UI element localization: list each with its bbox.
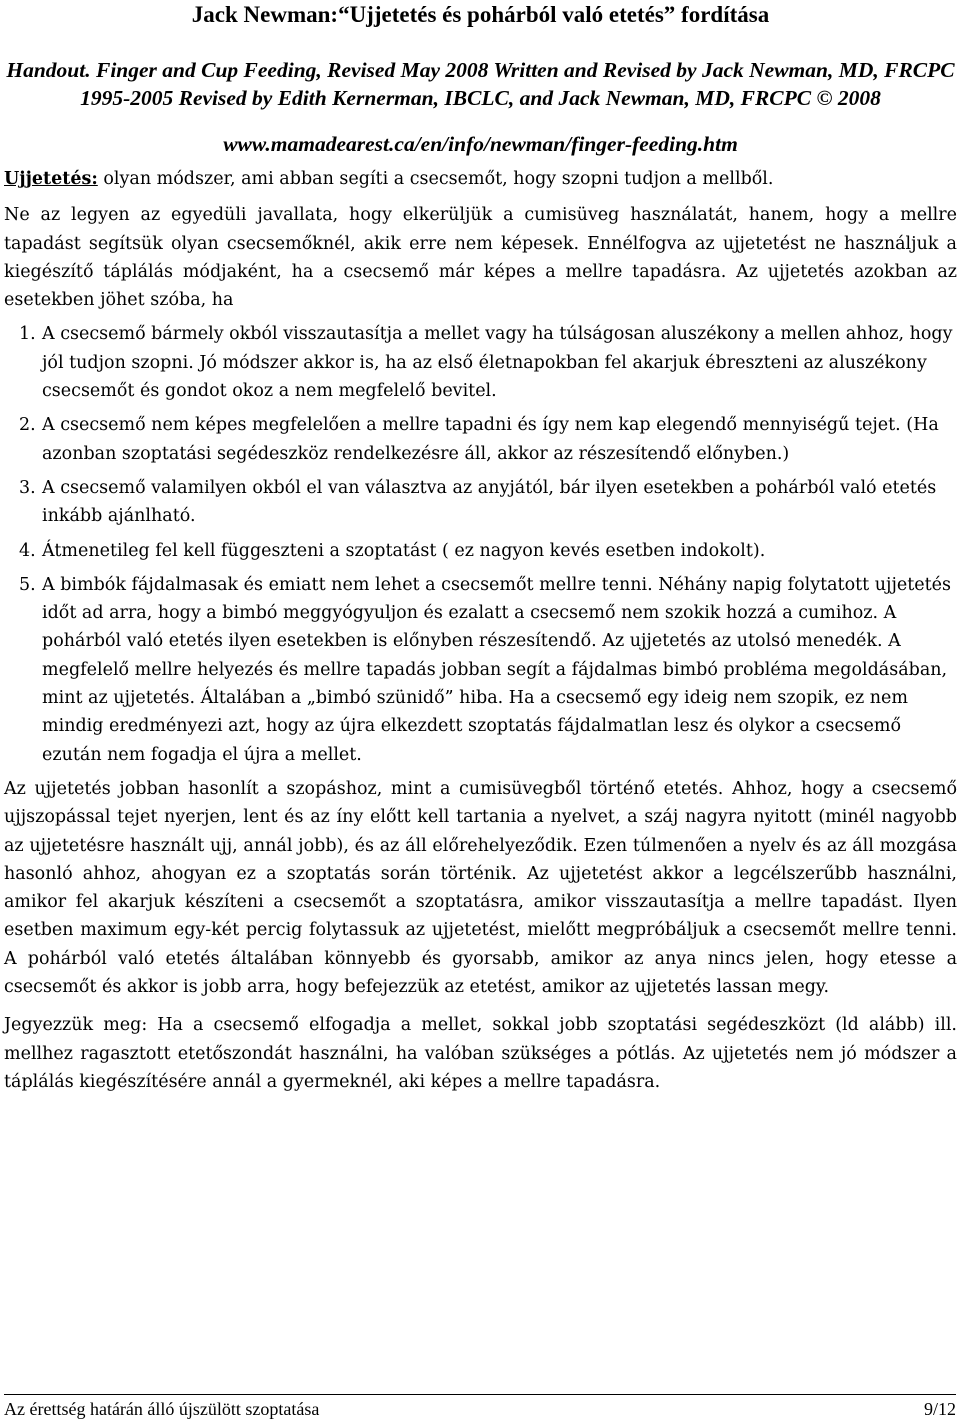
definition-text: olyan módszer, ami abban segíti a csecsemőt, hogy szopni tudjon a mellből. [97, 169, 774, 189]
indication-list [4, 320, 957, 768]
indication-paragraph: Ne az legyen az egyedüli javallata, hogy elkerüljük a cumisüveg használatát, hanem, hogy a mellre tapadást segítsük olyan csecsemőknél, akik erre nem képesek. Ennélfogva az ujjetetést ne használjuk a kiegészítő táplálás módjaként, ha a csecsemő már képes a mellre tapadásra. Az ujjetetés azokban az esetekben jöhet szóba, ha [4, 205, 957, 311]
list-item-text: A csecsemő bármely okból visszautasítja a mellet vagy ha túlságosan aluszékony a mellen ahhoz, hogy jól tudjon szopni. Jó módszer akkor is, ha az első életnapokban fel akarjuk ébreszteni az aluszékony csecsemőt és gondot okoz a nem megfelelő bevitel. [42, 324, 953, 402]
list-item-text: A csecsemő valamilyen okból el van választva az anyjától, bár ilyen esetekben a pohárból való etetés inkább ajánlható. [42, 477, 937, 527]
list-item [4, 411, 957, 468]
document-title: Jack Newman:“Ujjetetés és pohárból való etetés” fordítása [191, 2, 770, 27]
list-item-text: A bimbók fájdalmasak és emiatt nem lehet a csecsemőt mellre tenni. Néhány napig folytatott ujjetetés időt ad arra, hogy a bimbó meggyógyuljon és ezalatt a csecsemő nem szokik hozzá a cumihoz. A pohárból való etetés ilyen esetekben is előnyben részesítendő. Az ujjetetés az utolsó menedék. A megfelelő mellre helyezés és mellre tapadás jobban segít a fájdalmas bimbó probléma megoldásában, mint az ujjetetés. Általában a „bimbó szünidő” hiba. Ha a csecsemő egy ideig nem szopik, ez nem mindig eredményezi azt, hogy az újra elkezdett szoptatás fájdalmatlan lesz és olykor a csecsemő ezután nem fogadja el újra a mellet. [42, 574, 951, 765]
list-item [4, 571, 957, 769]
page-number: 9/12 [923, 1399, 956, 1419]
footer-title: Az érettség határán álló újszülött szoptatása [4, 1399, 320, 1419]
comparison-paragraph: Az ujjetetés jobban hasonlít a szopáshoz, mint a cumisüvegből történő etetés. Ahhoz, hogy a csecsemő ujjszopással tejet nyerjen, lent és az íny előtt kell tartania a nyelvet, a száj nagyra nyitott (minél nagyobb az ujjetetésre használt ujj, annál jobb), és az áll előrehelyeződik. Ezen túlmenően a nyelv és az áll mozgása hasonló ahhoz, ahogyan ez a szoptatás során történik. Az ujjetetést akkor a legcélszerűbb használni, amikor fel akarjuk készíteni a csecsemőt a szoptatásra, amikor visszautasítja a mellre tapadást. Ilyen esetben maximum egy-két percig folytassuk az ujjetetést, mielőtt megpróbáljuk a csecsemőt mellre tenni. A pohárból való etetés általában könnyebb és gyorsabb, amikor az anya nincs jelen, hogy etesse a csecsemőt és akkor is jobb arra, hogy befejezzük az etetést, amikor az ujjetetés lassan megy. [4, 778, 957, 998]
source-url: www.mamadearest.ca/en/info/newman/finger-feeding.htm [223, 132, 738, 156]
document-page [4, 0, 957, 1096]
note-paragraph: Jegyezzük meg: Ha a csecsemő elfogadja a mellet, sokkal jobb szoptatási segédeszközt (ld alább) ill. mellhez ragasztott etetőszondát használni, ha valóban szükséges a pótlás. Az ujjetetés nem jó módszer a táplálás kiegészítésére annál a gyermeknél, aki képes a mellre tapadásra. [4, 1015, 957, 1092]
page-footer [4, 1398, 956, 1420]
list-item [4, 474, 957, 531]
list-item-number: 1. [19, 324, 36, 345]
list-item-number: 4. [19, 540, 36, 561]
intro-paragraph [4, 165, 957, 193]
list-item-number: 3. [19, 477, 36, 498]
list-item [4, 537, 957, 565]
list-item-number: 2. [19, 415, 36, 436]
list-item [4, 320, 957, 405]
footer-divider [4, 1394, 956, 1395]
list-item-text: A csecsemő nem képes megfelelően a mellre tapadni és így nem kap elegendő mennyiségű tejet. (Ha azonban szoptatási segédeszköz rendelkezésre áll, akkor az részesítendő előnyben.) [42, 415, 939, 464]
source-citation: Handout. Finger and Cup Feeding, Revised May 2008 Written and Revised by Jack Newman, MD, FRCPC 1995-2005 Revised by Edith Kernerman, IBCLC, and Jack Newman, MD, FRCPC © 2008 [6, 58, 955, 110]
list-item-number: 5. [19, 574, 36, 595]
definition-term: Ujjetetés: [4, 169, 98, 189]
list-item-text: Átmenetileg fel kell függeszteni a szoptatást ( ez nagyon kevés esetben indokolt). [42, 540, 766, 561]
